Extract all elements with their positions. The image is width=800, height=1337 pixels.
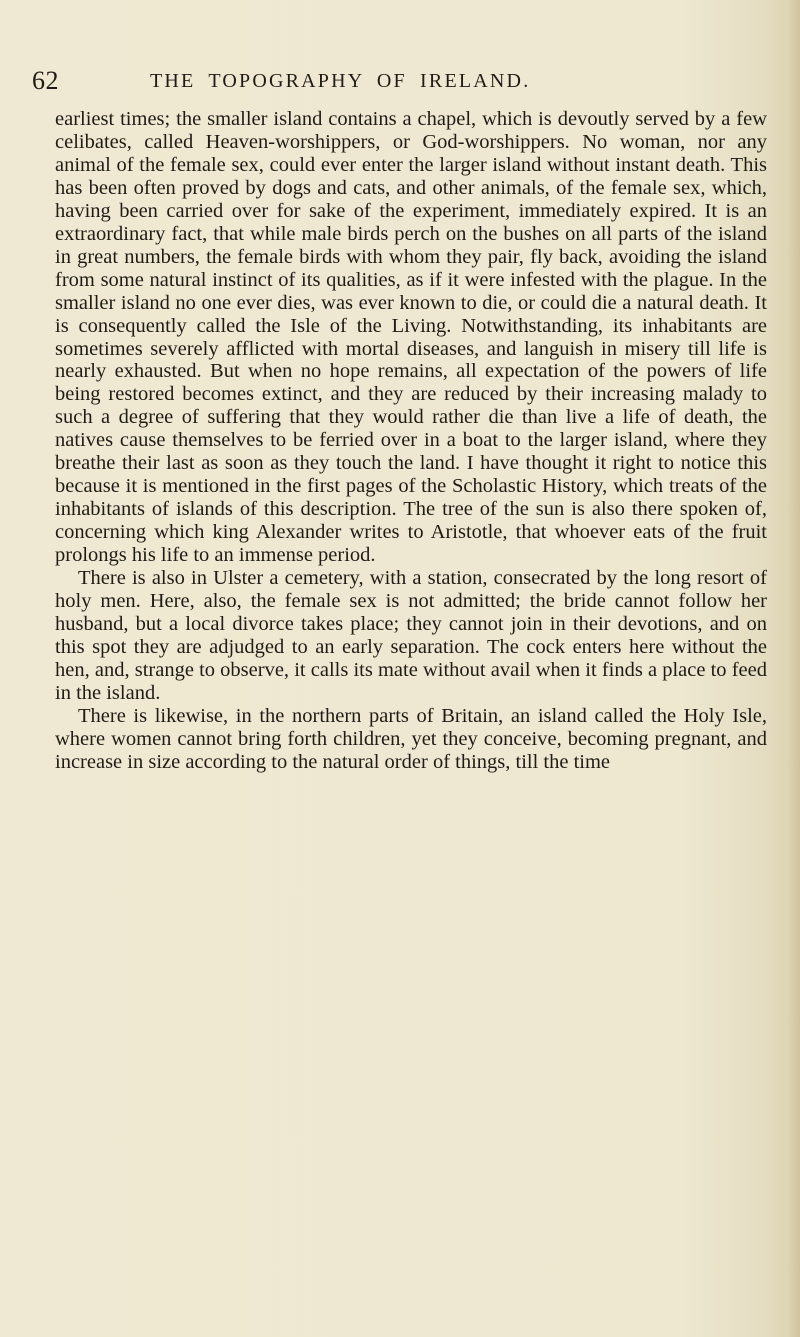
page-number: 62	[32, 66, 59, 95]
paragraph: There is also in Ulster a cemetery, with a station, consecrated by the long resort of holy men. Here, also, the female sex is not admitted; the bride cannot follow her husband, but a local divorce takes place; they cannot join in their devotions, and on this spot they are adjudged to an early separation. The cock enters here without the hen, and, strange to observe, it calls its mate without avail when it finds a place to feed in the island.	[55, 567, 767, 704]
paragraph: earliest times; the smaller island contains a chapel, which is devoutly served by a few celibates, called Heaven-worshippers, or God-worshippers. No woman, nor any animal of the female sex, could ever enter the larger island without instant death. This has been often proved by dogs and cats, and other animals, of the female sex, which, having been carried over for sake of the experiment, immediately expired. It is an extraordinary fact, that while male birds perch on the bushes on all parts of the island in great numbers, the female birds with whom they pair, fly back, avoiding the island from some natural instinct of its qualities, as if it were infested with the plague. In the smaller island no one ever dies, was ever known to die, or could die a natural death. It is consequently called the Isle of the Living. Notwithstanding, its inhabitants are sometimes severely afflicted with mortal diseases, and languish in misery till life is nearly exhausted. But when no hope remains, all expectation of the powers of life being restored becomes extinct, and they are reduced by their increasing malady to such a degree of suffering that they would rather die than live a life of death, the natives cause themselves to be ferried over in a boat to the larger island, where they breathe their last as soon as they touch the land. I have thought it right to notice this because it is mentioned in the first pages of the Scholastic History, which treats of the inhabitants of islands of this description. The tree of the sun is also there spoken of, concerning which king Alexander writes to Aristotle, that whoever eats of the fruit prolongs his life to an immense period.	[55, 108, 767, 567]
page-edge-shadow	[786, 0, 800, 1337]
body-text	[55, 108, 767, 774]
running-title: THE TOPOGRAPHY OF IRELAND.	[150, 70, 531, 92]
paragraph: There is likewise, in the northern parts of Britain, an island called the Holy Isle, where women cannot bring forth children, yet they conceive, becoming pregnant, and increase in size according to the natural order of things, till the time	[55, 704, 767, 773]
running-head	[32, 66, 772, 106]
